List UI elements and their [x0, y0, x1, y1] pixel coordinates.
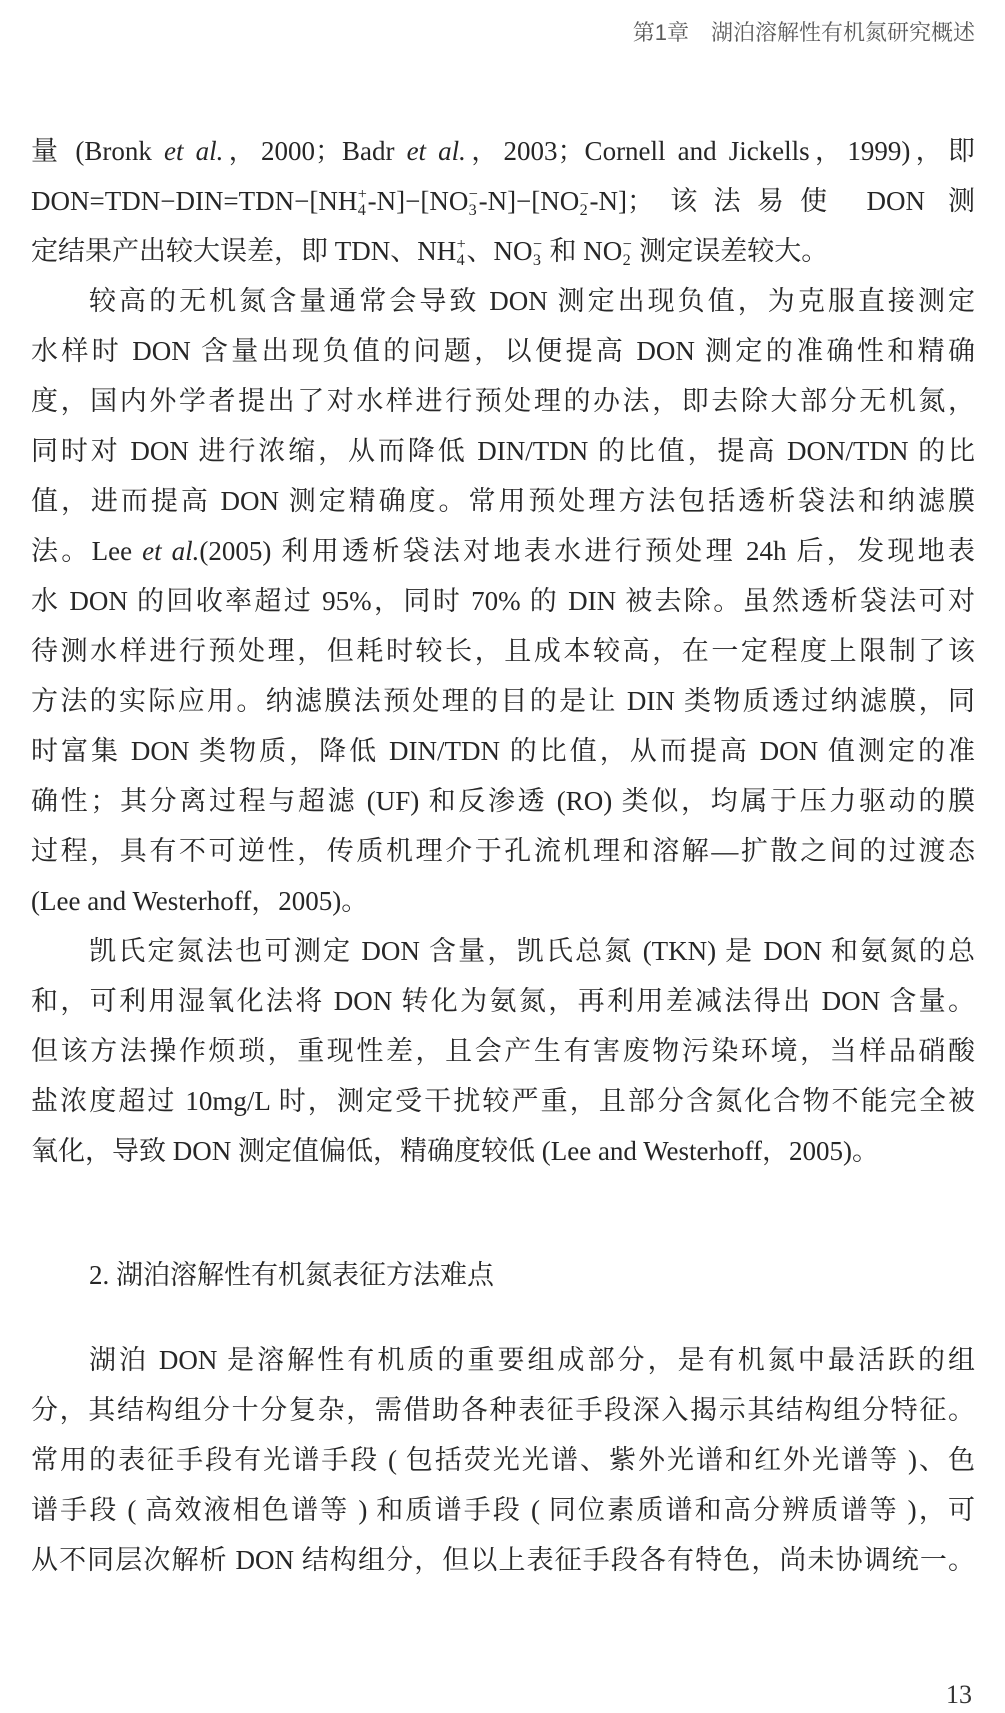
text-line [31, 1485, 975, 1535]
paragraph-kjeldahl [31, 926, 975, 1176]
text-line [31, 376, 975, 426]
text-line [31, 576, 975, 626]
section-heading: 2. 湖泊溶解性有机氮表征方法难点 [89, 1260, 494, 1290]
text-run: DON=TDN−DIN=TDN−[NH [31, 186, 358, 216]
text-run: 从不同层次解析 DON 结构组分，但以上表征手段各有特色，尚未协调统一。 [31, 1545, 975, 1575]
text-line [31, 1126, 975, 1176]
text-run: 分，其结构组分十分复杂，需借助各种表征手段深入揭示其结构组分特征。 [31, 1395, 975, 1425]
text-line [31, 126, 975, 176]
text-line [31, 626, 975, 676]
subscript: 4 [456, 251, 465, 270]
text-run: 水样时 DON 含量出现负值的问题，以便提高 DON 测定的准确性和精确 [31, 336, 975, 366]
text-line [31, 876, 975, 926]
subscript: 2 [579, 201, 588, 220]
italic-run: et al. [164, 136, 224, 166]
text-run: 方法的实际应用。纳滤膜法预处理的目的是让 DIN 类物质透过纳滤膜，同 [31, 686, 975, 716]
text-run: 湖泊 DON 是溶解性有机质的重要组成部分，是有机氮中最活跃的组 [89, 1345, 975, 1375]
paragraph-continued [31, 126, 975, 276]
text-line [31, 426, 975, 476]
text-run: 定结果产出较大误差，即 TDN、NH [31, 236, 457, 266]
subscript: 4 [357, 201, 366, 220]
running-header: 第1章 湖泊溶解性有机氮研究概述 [632, 20, 975, 45]
italic-run: et al. [142, 536, 200, 566]
superscript: + [357, 185, 367, 203]
text-line [31, 976, 975, 1026]
text-run: 同时对 DON 进行浓缩，从而降低 DIN/TDN 的比值，提高 DON/TDN 的比 [31, 436, 975, 466]
italic-run: et al. [406, 136, 466, 166]
ion-charge-and-count [469, 186, 478, 218]
text-run: -N]−[NO [478, 186, 580, 216]
text-run: 待测水样进行预处理，但耗时较长，且成本较高，在一定程度上限制了该 [31, 636, 975, 666]
page-number: 13 [946, 1680, 972, 1709]
text-run: ，2003；Cornell and Jickells，1999)，即 [465, 136, 975, 166]
text-run: 确性；其分离过程与超滤 (UF) 和反渗透 (RO) 类似，均属于压力驱动的膜 [31, 786, 975, 816]
ion-charge-and-count [457, 236, 466, 268]
text-run: -N]；该法易使 DON 测 [589, 186, 975, 216]
superscript: − [468, 185, 478, 203]
subscript: 3 [532, 251, 541, 270]
ion-charge-and-count [533, 236, 542, 268]
text-line [31, 1076, 975, 1126]
subscript: 2 [622, 251, 631, 270]
superscript: − [532, 235, 542, 253]
text-run: (Lee and Westerhoff，2005)。 [31, 886, 369, 916]
superscript: − [579, 185, 589, 203]
text-run: 谱手段 ( 高效液相色谱等 ) 和质谱手段 ( 同位素质谱和高分辨质谱等 )，可 [31, 1495, 975, 1525]
text-run: 氧化，导致 DON 测定值偏低，精确度较低 (Lee and Westerhoff，2005)。 [31, 1136, 879, 1166]
subscript: 3 [468, 201, 477, 220]
text-run: 度，国内外学者提出了对水样进行预处理的办法，即去除大部分无机氮， [31, 386, 975, 416]
text-line [31, 476, 975, 526]
text-line [31, 1026, 975, 1076]
text-run: 盐浓度超过 10mg/L 时，测定受干扰较严重，且部分含氮化合物不能完全被 [31, 1086, 975, 1116]
text-line [31, 1385, 975, 1435]
text-line [31, 826, 975, 876]
text-line [31, 776, 975, 826]
text-run: 水 DON 的回收率超过 95%，同时 70% 的 DIN 被去除。虽然透析袋法可对 [31, 586, 975, 616]
text-line [31, 1435, 975, 1485]
superscript: − [622, 235, 632, 253]
superscript: + [456, 235, 466, 253]
text-run: (2005) 利用透析袋法对地表水进行预处理 24h 后，发现地表 [199, 536, 975, 566]
text-run: 较高的无机氮含量通常会导致 DON 测定出现负值，为克服直接测定 [89, 286, 975, 316]
text-line [31, 926, 975, 976]
text-run: 常用的表征手段有光谱手段 ( 包括荧光光谱、紫外光谱和红外光谱等 )、色 [31, 1445, 975, 1475]
text-run: 法。Lee [31, 536, 143, 566]
text-run: 和 NO [542, 236, 623, 266]
text-line [31, 526, 975, 576]
text-run: ，2000；Badr [223, 136, 407, 166]
text-run: 和，可利用湿氧化法将 DON 转化为氨氮，再利用差减法得出 DON 含量。 [31, 986, 975, 1016]
ion-charge-and-count [358, 186, 367, 218]
text-run: 凯氏定氮法也可测定 DON 含量，凯氏总氮 (TKN) 是 DON 和氨氮的总 [89, 936, 975, 966]
text-line [31, 276, 975, 326]
text-run: 测定误差较大。 [632, 236, 829, 266]
text-run: 量 (Bronk [31, 136, 164, 166]
paragraph-characterization [31, 1335, 975, 1585]
text-line [31, 1335, 975, 1385]
text-line [31, 176, 975, 226]
text-line [31, 726, 975, 776]
text-line [31, 226, 975, 276]
text-line [31, 676, 975, 726]
text-run: 值，进而提高 DON 测定精确度。常用预处理方法包括透析袋法和纳滤膜 [31, 486, 975, 516]
text-run: 过程，具有不可逆性，传质机理介于孔流机理和溶解—扩散之间的过渡态 [31, 836, 975, 866]
text-run: 但该方法操作烦琐，重现性差，且会产生有害废物污染环境，当样品硝酸 [31, 1036, 975, 1066]
ion-charge-and-count [580, 186, 589, 218]
text-run: 、NO [466, 236, 533, 266]
ion-charge-and-count [623, 236, 632, 268]
text-run: -N]−[NO [367, 186, 469, 216]
text-line [31, 326, 975, 376]
text-line [31, 1535, 975, 1585]
paragraph-dialysis-nanofiltration [31, 276, 975, 926]
text-run: 时富集 DON 类物质，降低 DIN/TDN 的比值，从而提高 DON 值测定的准 [31, 736, 975, 766]
